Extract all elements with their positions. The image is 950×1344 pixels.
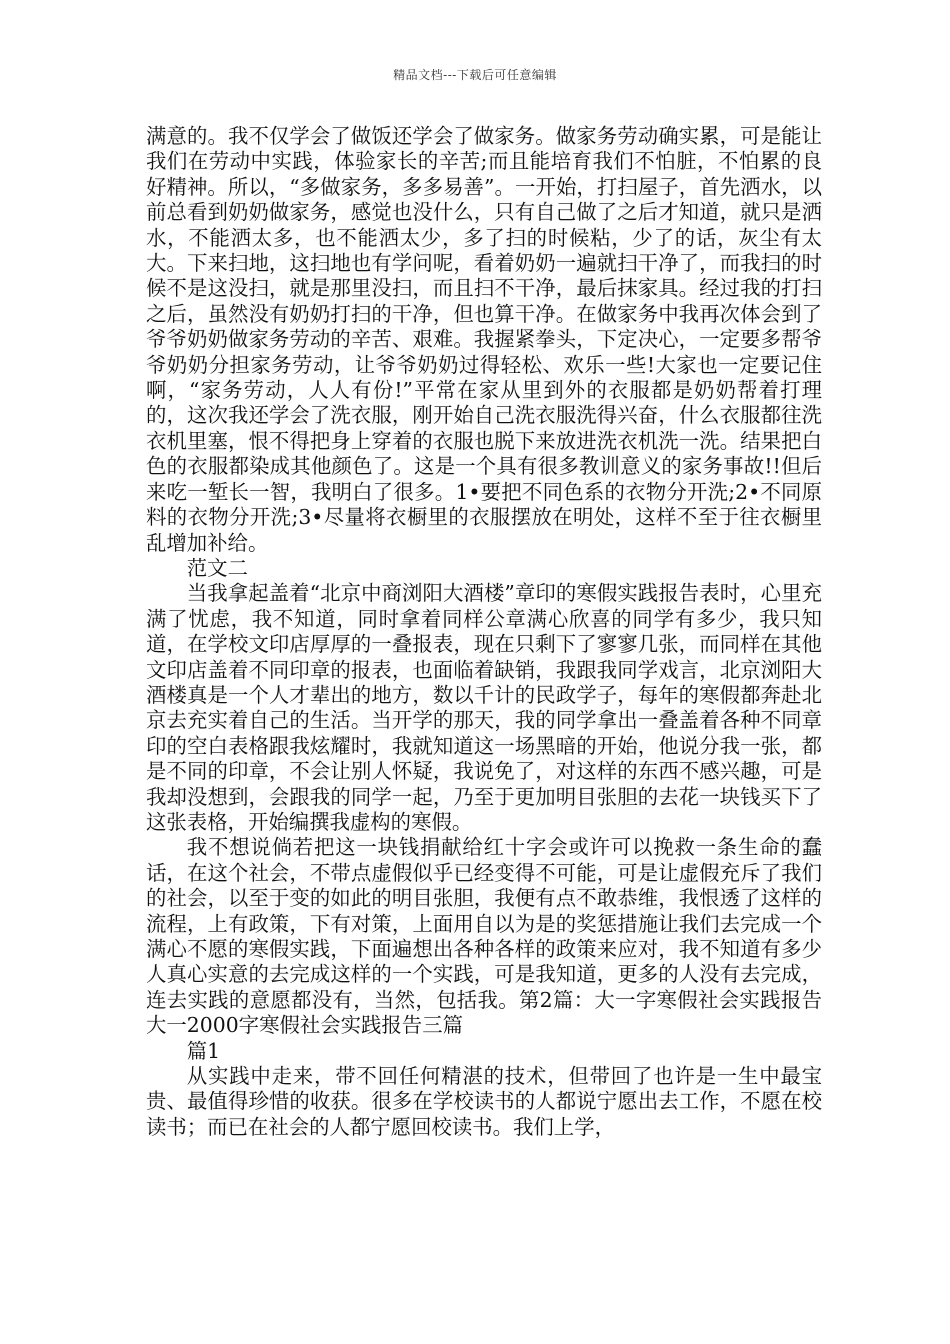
document-body xyxy=(146,124,822,1140)
section-heading-pian-1: 篇1 xyxy=(186,1038,221,1063)
section-heading-fanwen-2: 范文二 xyxy=(186,555,248,580)
page-header: 精品文档---下载后可任意编辑 xyxy=(393,68,557,82)
paragraph-from-practice: 从实践中走来，带不回任何精湛的技术，但带回了也许是一生中最宝贵、最值得珍惜的收获。很多在学校读书的人都说宁愿出去工作，不愿在校读书；而已在社会的人都宁愿回校读书。我们上学， xyxy=(146,1064,822,1139)
paragraph-household-chores: 满意的。我不仅学会了做饭还学会了做家务。做家务劳动确实累，可是能让我们在劳动中实践，体验家长的辛苦;而且能培育我们不怕脏，不怕累的良好精神。所以，“多做家务，多多易善”。一开始，打扫屋子，首先洒水，以前总看到奶奶做家务，感觉也没什么，只有自己做了之后才知道，就只是洒水，不能洒太多，也不能洒太少，多了扫的时候粘，少了的话，灰尘有太大。下来扫地，这扫地也有学问呢，看着奶奶一遍就扫干净了，而我扫的时候不是这没扫，就是那里没扫，而且扫不干净，最后抹家具。经过我的打扫之后，虽然没有奶奶打扫的干净，但也算干净。在做家务中我再次体会到了爷爷奶奶做家务劳动的辛苦、艰难。我握紧拳头，下定决心，一定要多帮爷爷奶奶分担家务劳动，让爷爷奶奶过得轻松、欢乐一些!大家也一定要记住啊，“家务劳动，人人有份!”平常在家从里到外的衣服都是奶奶帮着打理的，这次我还学会了洗衣服，刚开始自己洗衣服洗得兴奋，什么衣服都往洗衣机里塞，恨不得把身上穿着的衣服也脱下来放进洗衣机洗一洗。结果把白色的衣服都染成其他颜色了。这是一个具有很多教训意义的家务事故!!但后来吃一堑长一智，我明白了很多。1•要把不同色系的衣物分开洗;2•不同原料的衣物分开洗;3•尽量将衣橱里的衣服摆放在明处，这样不至于往衣橱里乱增加补给。 xyxy=(146,124,822,555)
paragraph-falsehood-reflection: 我不想说倘若把这一块钱捐献给红十字会或许可以挽救一条生命的蠢话，在这个社会，不带点虚假似乎已经变得不可能，可是让虚假充斥了我们的社会，以至于变的如此的明目张胆，我便有点不敢恭维，我恨透了这样的流程，上有政策，下有对策，上面用自以为是的奖惩措施让我们去完成一个满心不愿的寒假实践，下面遍想出各种各样的政策来应对，我不知道有多少人真心实意的去完成这样的一个实践，可是我知道，更多的人没有去完成，连去实践的意愿都没有，当然，包括我。第2篇：大一字寒假社会实践报告大一2000字寒假社会实践报告三篇 xyxy=(146,835,822,1038)
paragraph-practice-report-form: 当我拿起盖着“北京中商浏阳大酒楼”章印的寒假实践报告表时，心里充满了忧虑，我不知道，同时拿着同样公章满心欣喜的同学有多少，我只知道，在学校文印店厚厚的一叠报表，现在只剩下了寥寥几张，而同样在其他文印店盖着不同印章的报表，也面临着缺销，我跟我同学戏言，北京浏阳大酒楼真是一个人才辈出的地方，数以千计的民政学子，每年的寒假都奔赴北京去充实着自己的生活。当开学的那天，我的同学拿出一叠盖着各种不同章印的空白表格跟我炫耀时，我就知道这一场黑暗的开始，他说分我一张，都是不同的印章，不会让别人怀疑，我说免了，对这样的东西不感兴趣，可是我却没想到，会跟我的同学一起，乃至于更加明目张胆的去花一块钱买下了这张表格，开始编撰我虚构的寒假。 xyxy=(146,581,822,834)
